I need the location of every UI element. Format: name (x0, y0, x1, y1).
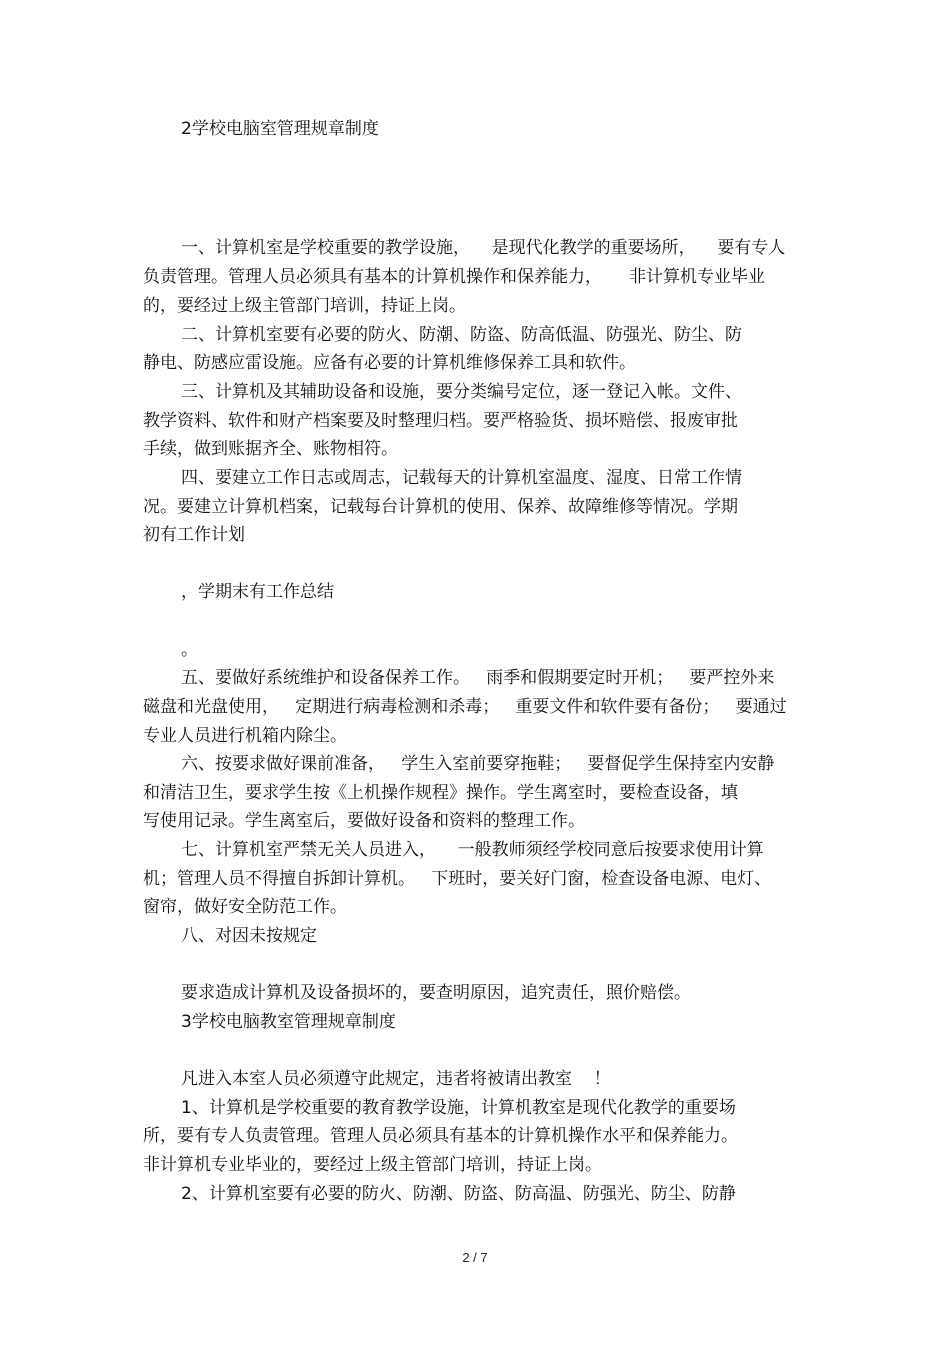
paragraph-5-line-1: 五、要做好系统维护和设备保养工作。 雨季和假期要定时开机； 要严控外来 (181, 668, 775, 688)
paragraph-5-line-2: 磁盘和光盘使用， 定期进行病毒检测和杀毒； 重要文件和软件要有备份； 要通过 (143, 697, 787, 717)
section-2-paragraph-2-line-1: 2、计算机室要有必要的防火、防潮、防盗、防高温、防强光、防尘、防静 (181, 1184, 736, 1204)
paragraph-1-line-3: 的，要经过上级主管部门培训，持证上岗。 (143, 296, 466, 316)
paragraph-8-line-1: 八、对因未按规定 (181, 926, 317, 946)
paragraph-3-line-3: 手续，做到账据齐全、账物相符。 (143, 439, 398, 459)
paragraph-2-line-2: 静电、防感应雷设施。应备有必要的计算机维修保养工具和软件。 (143, 353, 636, 373)
paragraph-4-line-1: 四、要建立工作日志或周志，记载每天的计算机室温度、湿度、日常工作情 (181, 468, 742, 488)
paragraph-4-line-2: 况。要建立计算机档案，记载每台计算机的使用、保养、故障维修等情况。学期 (143, 497, 738, 517)
paragraph-1-line-2: 负责管理。管理人员必须具有基本的计算机操作和保养能力， 非计算机专业毕业 (143, 267, 766, 287)
paragraph-4-line-3: 初有工作计划 (143, 525, 245, 545)
paragraph-8-continuation: 要求造成计算机及设备损坏的，要查明原因，追究责任，照价赔偿。 (181, 983, 691, 1003)
section-2-paragraph-1-line-2: 所，要有专人负责管理。管理人员必须具有基本的计算机操作水平和保养能力。 (143, 1126, 738, 1146)
paragraph-3-line-1: 三、计算机及其辅助设备和设施，要分类编号定位，逐一登记入帐。文件、 (181, 382, 742, 402)
paragraph-6-line-2: 和清洁卫生，要求学生按《上机操作规程》操作。学生离室时，要检查设备，填 (143, 783, 738, 803)
paragraph-1-line-1: 一、计算机室是学校重要的教学设施， 是现代化教学的重要场所， 要有专人 (181, 238, 786, 258)
paragraph-5-line-3: 专业人员进行机箱内除尘。 (143, 726, 347, 746)
page-number: 2 / 7 (462, 1250, 488, 1265)
section-2-paragraph-1-line-1: 1、计算机是学校重要的教育教学设施，计算机教室是现代化教学的重要场 (181, 1098, 736, 1118)
paragraph-7-line-1: 七、计算机室严禁无关人员进入， 一般教师须经学校同意后按要求使用计算 (181, 840, 764, 860)
paragraph-3-line-2: 教学资料、软件和财产档案要及时整理归档。要严格验货、损坏赔偿、报废审批 (143, 411, 738, 431)
paragraph-7-line-2: 机；管理人员不得擅自拆卸计算机。 下班时，要关好门窗，检查设备电源、电灯、 (143, 869, 772, 889)
paragraph-7-line-3: 窗帘，做好安全防范工作。 (143, 897, 347, 917)
paragraph-6-line-1: 六、按要求做好课前准备， 学生入室前要穿拖鞋； 要督促学生保持室内安静 (181, 754, 775, 774)
section-2-intro: 凡进入本室人员必须遵守此规定，违者将被请出教室 ！ (181, 1069, 611, 1089)
section-2-paragraph-1-line-3: 非计算机专业毕业的，要经过上级主管部门培训，持证上岗。 (143, 1155, 602, 1175)
paragraph-4-end-mark: 。 (181, 640, 198, 660)
section-heading-2: 3学校电脑教室管理规章制度 (181, 1012, 396, 1032)
paragraph-4-continuation: ，学期末有工作总结 (181, 582, 334, 602)
section-heading-1: 2学校电脑室管理规章制度 (181, 119, 379, 139)
paragraph-2-line-1: 二、计算机室要有必要的防火、防潮、防盗、防高低温、防强光、防尘、防 (181, 325, 742, 345)
paragraph-6-line-3: 写使用记录。学生离室后，要做好设备和资料的整理工作。 (143, 811, 585, 831)
